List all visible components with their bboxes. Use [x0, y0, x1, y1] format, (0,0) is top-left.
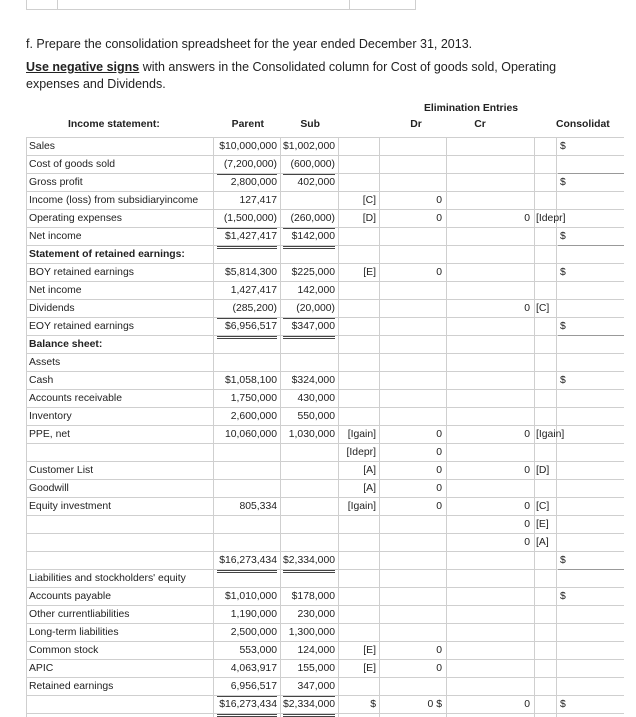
row-label: Sales — [29, 141, 55, 152]
parent-value: (7,200,000) — [217, 156, 277, 175]
consolidated-amount-input[interactable] — [560, 480, 620, 498]
cr-amount-input[interactable] — [450, 570, 530, 588]
cr-amount-input[interactable] — [450, 588, 530, 606]
cr-entry-tag: [Idepr] — [536, 213, 566, 224]
dr-amount-input[interactable]: 0 — [436, 501, 442, 512]
consolidated-amount-input[interactable] — [560, 678, 620, 696]
parent-value: $16,273,434 — [217, 552, 277, 573]
consolidated-amount-input[interactable] — [560, 390, 620, 408]
consolidated-total-line — [558, 569, 624, 570]
cr-amount-input[interactable] — [450, 372, 530, 390]
consolidated-amount-input[interactable] — [560, 408, 620, 426]
consolidated-amount-input[interactable]: $ — [560, 555, 566, 566]
sub-value: $1,002,000 — [283, 141, 336, 152]
consolidated-amount-input[interactable]: $ — [560, 375, 566, 386]
sub-value — [283, 462, 335, 480]
cr-entry-tag: [D] — [536, 465, 550, 476]
cr-entry-tag: [E] — [536, 519, 549, 530]
dr-entry-tag — [341, 318, 376, 336]
sub-value — [283, 192, 335, 210]
row-label: Equity investment — [29, 501, 112, 512]
cr-amount-input[interactable] — [450, 678, 530, 696]
consolidated-amount-input[interactable]: $ — [560, 699, 566, 710]
cr-amount-input[interactable] — [450, 480, 530, 498]
sub-value: 155,000 — [297, 663, 335, 674]
sub-value: $178,000 — [291, 591, 335, 602]
dr-amount-input[interactable] — [382, 228, 442, 246]
dr-entry-tag — [341, 174, 376, 192]
row-label: Income (loss) from subsidiaryincome — [29, 195, 199, 206]
dr-entry-tag — [341, 156, 376, 174]
sub-value: 347,000 — [283, 678, 335, 697]
parent-value: 2,600,000 — [230, 411, 277, 422]
consolidation-spreadsheet — [26, 98, 624, 710]
dr-entry-tag — [341, 390, 376, 408]
parent-column-header: Parent — [231, 119, 264, 130]
parent-value: 127,417 — [239, 195, 277, 206]
dr-amount-input[interactable] — [382, 552, 442, 570]
row-label — [29, 696, 213, 714]
consolidated-amount-input[interactable] — [560, 336, 620, 354]
consolidated-amount-input[interactable] — [560, 642, 620, 660]
cr-amount-input[interactable] — [450, 246, 530, 264]
instruction-line-2 — [26, 59, 556, 76]
consolidated-amount-input[interactable]: $ — [560, 231, 566, 242]
dr-amount-input[interactable] — [382, 318, 442, 336]
parent-value: 553,000 — [239, 645, 277, 656]
sub-value: (20,000) — [283, 300, 335, 319]
dr-entry-tag — [341, 372, 376, 390]
cr-amount-input[interactable] — [450, 282, 530, 300]
dr-entry-tag: [Idepr] — [346, 447, 376, 458]
dr-entry-tag: [A] — [363, 465, 376, 476]
parent-value: $1,427,417 — [217, 228, 277, 249]
parent-value: $6,956,517 — [217, 318, 277, 339]
sub-value — [283, 570, 335, 588]
parent-value — [217, 336, 277, 354]
parent-value: 2,500,000 — [230, 627, 277, 638]
consolidated-amount-input[interactable] — [560, 156, 620, 174]
sub-value — [283, 444, 335, 462]
cr-amount-input[interactable] — [450, 138, 530, 156]
top-partial-table — [26, 0, 416, 10]
dr-amount-input[interactable] — [382, 174, 442, 192]
dr-amount-input[interactable] — [382, 336, 442, 354]
sub-value: (260,000) — [283, 210, 335, 229]
parent-value: 2,800,000 — [230, 177, 277, 188]
parent-value: 10,060,000 — [224, 429, 277, 440]
instruction-line-1: f. Prepare the consolidation spreadsheet for the year ended December 31, 2013. — [26, 37, 473, 51]
dr-amount-input[interactable]: 0 — [436, 663, 442, 674]
dr-amount-input[interactable] — [382, 624, 442, 642]
cr-amount-input[interactable] — [450, 390, 530, 408]
row-label: Long-term liabilities — [29, 627, 119, 638]
consolidated-total-line — [558, 335, 624, 336]
dr-amount-input[interactable]: 0 — [436, 465, 442, 476]
grid-column-line — [379, 137, 380, 717]
dr-amount-input[interactable] — [382, 534, 442, 552]
cr-amount-input[interactable]: 0 — [524, 519, 530, 530]
parent-value — [217, 534, 277, 552]
dr-amount-input[interactable] — [382, 516, 442, 534]
consolidated-amount-input[interactable] — [560, 354, 620, 372]
dr-amount-input[interactable]: 0 — [436, 267, 442, 278]
parent-value: 805,334 — [239, 501, 277, 512]
parent-value: 4,063,917 — [230, 663, 277, 674]
parent-value — [217, 246, 277, 264]
dr-entry-tag: [D] — [362, 213, 376, 224]
cr-column-header: Cr — [474, 119, 486, 130]
sub-value: 124,000 — [297, 645, 335, 656]
row-label: Other currentliabilities — [29, 609, 130, 620]
dr-amount-input[interactable]: 0 — [436, 645, 442, 656]
row-label: Customer List — [29, 465, 94, 476]
row-label: Common stock — [29, 645, 99, 656]
grid-column-line — [446, 137, 447, 717]
sub-column-header: Sub — [300, 119, 320, 130]
parent-value — [217, 462, 277, 480]
dr-amount-input[interactable] — [382, 156, 442, 174]
cr-amount-input[interactable]: 0 — [524, 465, 530, 476]
dr-entry-tag: [E] — [363, 267, 376, 278]
cr-amount-input[interactable]: 0 — [524, 303, 530, 314]
sub-value: $347,000 — [283, 318, 335, 339]
consolidated-amount-input[interactable] — [560, 426, 620, 444]
consolidated-amount-input[interactable] — [560, 462, 620, 480]
dr-amount-input[interactable] — [382, 390, 442, 408]
dr-amount-input[interactable] — [382, 282, 442, 300]
row-label: APIC — [29, 663, 54, 674]
sub-value: (600,000) — [283, 156, 335, 175]
dr-entry-tag: $ — [370, 699, 376, 710]
parent-value: (285,200) — [217, 300, 277, 319]
row-label: Accounts payable — [29, 591, 112, 602]
row-label: Gross profit — [29, 177, 83, 188]
dr-amount-input[interactable]: 0 — [436, 429, 442, 440]
dr-amount-input[interactable] — [382, 588, 442, 606]
sub-value — [283, 246, 335, 264]
row-label: Operating expenses — [29, 213, 122, 224]
cr-entry-tag: [C] — [536, 501, 550, 512]
consolidated-amount-input[interactable] — [560, 606, 620, 624]
consolidated-amount-input[interactable]: $ — [560, 141, 566, 152]
cr-amount-input[interactable] — [450, 642, 530, 660]
dr-entry-tag — [341, 678, 376, 696]
cr-amount-input[interactable] — [450, 318, 530, 336]
parent-value — [217, 480, 277, 498]
dr-entry-tag — [341, 408, 376, 426]
dr-entry-tag — [341, 534, 376, 552]
grid-column-line — [338, 137, 339, 717]
instruction-line-2-rest: with answers in the Consolidated column for Cost of goods sold, Operating — [139, 60, 557, 74]
row-label: Cost of goods sold — [29, 159, 116, 170]
sub-value — [283, 354, 335, 372]
row-label — [29, 534, 213, 552]
dr-amount-input[interactable] — [382, 678, 442, 696]
sub-value — [283, 480, 335, 498]
dr-entry-tag: [A] — [363, 483, 376, 494]
consolidated-amount-input[interactable]: $ — [560, 267, 566, 278]
row-label: Assets — [29, 357, 61, 368]
dr-entry-tag — [341, 354, 376, 372]
dr-amount-input[interactable]: 0 — [436, 213, 442, 224]
dr-entry-tag — [341, 336, 376, 354]
row-label: BOY retained earnings — [29, 267, 134, 278]
top-table-divider — [57, 0, 58, 9]
cr-amount-input[interactable] — [450, 624, 530, 642]
parent-value — [217, 516, 277, 534]
dr-entry-tag — [341, 624, 376, 642]
dr-entry-tag: [C] — [362, 195, 376, 206]
row-label: Retained earnings — [29, 681, 114, 692]
row-label: Balance sheet: — [29, 339, 103, 350]
row-label — [29, 552, 213, 570]
sub-value: $324,000 — [291, 375, 335, 386]
grid-column-line — [280, 137, 281, 717]
sub-value: 430,000 — [297, 393, 335, 404]
row-label — [29, 516, 213, 534]
parent-value: 1,750,000 — [230, 393, 277, 404]
dr-entry-tag — [341, 570, 376, 588]
row-label: Accounts receivable — [29, 393, 122, 404]
grid-column-line — [213, 137, 214, 717]
dr-entry-tag: [E] — [363, 645, 376, 656]
parent-value — [217, 444, 277, 462]
cr-amount-input[interactable]: 0 — [524, 537, 530, 548]
row-label — [29, 444, 213, 462]
parent-value: $10,000,000 — [219, 141, 277, 152]
row-label: Liabilities and stockholders' equity — [29, 573, 186, 584]
consolidated-amount-input[interactable] — [560, 660, 620, 678]
cr-entry-tag: [A] — [536, 537, 549, 548]
dr-entry-tag: [Igain] — [347, 429, 376, 440]
cr-amount-input[interactable] — [450, 408, 530, 426]
consolidated-amount-input[interactable]: $ — [560, 321, 566, 332]
dr-entry-tag — [341, 228, 376, 246]
dr-entry-tag — [341, 282, 376, 300]
top-table-divider — [349, 0, 350, 9]
dr-amount-input[interactable]: 0 — [436, 447, 442, 458]
instruction-line-3: expenses and Dividends. — [26, 77, 166, 91]
sub-value: $225,000 — [291, 267, 335, 278]
consolidated-amount-input[interactable] — [560, 210, 620, 228]
parent-value: $1,058,100 — [224, 375, 277, 386]
sub-value — [283, 498, 335, 516]
sub-value: 402,000 — [297, 177, 335, 188]
consolidated-amount-input[interactable] — [560, 444, 620, 462]
sub-value: $2,334,000 — [283, 696, 335, 717]
consolidated-amount-input[interactable] — [560, 300, 620, 318]
cr-amount-input[interactable]: 0 — [524, 429, 530, 440]
cr-amount-input[interactable] — [450, 660, 530, 678]
row-label: Inventory — [29, 411, 72, 422]
sub-value: 550,000 — [297, 411, 335, 422]
parent-value: (1,500,000) — [217, 210, 277, 229]
consolidated-total-line — [558, 245, 624, 246]
sub-value: 142,000 — [297, 285, 335, 296]
dr-column-header: Dr — [410, 119, 422, 130]
dr-amount-input[interactable] — [382, 300, 442, 318]
dr-entry-tag — [341, 138, 376, 156]
sub-value — [283, 516, 335, 534]
consolidated-total-line — [558, 173, 624, 174]
consolidated-amount-input[interactable]: $ — [560, 591, 566, 602]
consolidated-amount-input[interactable] — [560, 498, 620, 516]
consolidated-amount-input[interactable]: $ — [560, 177, 566, 188]
dr-amount-input[interactable]: 0 — [436, 195, 442, 206]
consolidated-amount-input[interactable] — [560, 516, 620, 534]
parent-value: 1,190,000 — [230, 609, 277, 620]
cr-entry-tag: [C] — [536, 303, 550, 314]
parent-value: $1,010,000 — [224, 591, 277, 602]
parent-value: 6,956,517 — [217, 678, 277, 697]
consolidated-amount-input[interactable] — [560, 534, 620, 552]
cr-amount-input[interactable] — [450, 552, 530, 570]
consolidated-amount-input[interactable] — [560, 282, 620, 300]
row-label: Statement of retained earnings: — [29, 249, 185, 260]
dr-entry-tag — [341, 516, 376, 534]
parent-value — [217, 570, 277, 588]
dr-amount-input[interactable] — [382, 606, 442, 624]
consolidated-amount-input[interactable] — [560, 570, 620, 588]
row-label: Cash — [29, 375, 54, 386]
row-label: PPE, net — [29, 429, 71, 440]
dr-amount-input[interactable] — [382, 408, 442, 426]
sub-value: 230,000 — [297, 609, 335, 620]
consolidated-amount-input[interactable] — [560, 624, 620, 642]
dr-amount-input[interactable] — [382, 138, 442, 156]
cr-amount-input[interactable] — [450, 336, 530, 354]
parent-value: $5,814,300 — [224, 267, 277, 278]
elimination-entries-header: Elimination Entries — [423, 103, 519, 114]
cr-amount-input[interactable] — [450, 264, 530, 282]
cr-amount-input[interactable]: 0 — [524, 699, 530, 710]
parent-value: $16,273,434 — [217, 696, 277, 717]
dr-amount-input[interactable] — [382, 246, 442, 264]
dr-entry-tag: [E] — [363, 663, 376, 674]
cr-amount-input[interactable]: 0 — [524, 501, 530, 512]
dr-entry-tag — [341, 606, 376, 624]
row-label: Net income — [29, 285, 82, 296]
cr-amount-input[interactable] — [450, 606, 530, 624]
sub-value — [283, 336, 335, 354]
row-label: EOY retained earnings — [29, 321, 134, 332]
row-label: Goodwill — [29, 483, 69, 494]
dr-entry-tag — [341, 246, 376, 264]
row-label: Dividends — [29, 303, 75, 314]
cr-amount-input[interactable] — [450, 156, 530, 174]
cr-amount-input[interactable] — [450, 354, 530, 372]
consolidated-amount-input[interactable] — [560, 192, 620, 210]
dr-entry-tag — [341, 552, 376, 570]
dr-entry-tag: [Igain] — [347, 501, 376, 512]
sub-value: $2,334,000 — [283, 552, 335, 573]
parent-value — [217, 354, 277, 372]
consolidated-amount-input[interactable] — [560, 246, 620, 264]
cr-amount-input[interactable] — [450, 228, 530, 246]
dr-amount-input[interactable] — [382, 354, 442, 372]
dr-amount-input[interactable]: 0 $ — [427, 699, 442, 710]
dr-amount-input[interactable] — [382, 570, 442, 588]
cr-amount-input[interactable] — [450, 192, 530, 210]
dr-entry-tag — [341, 300, 376, 318]
sub-value: 1,030,000 — [288, 429, 335, 440]
cr-amount-input[interactable] — [450, 444, 530, 462]
grid-column-line — [26, 137, 27, 717]
cr-amount-input[interactable]: 0 — [524, 213, 530, 224]
dr-amount-input[interactable] — [382, 372, 442, 390]
sub-value: $142,000 — [283, 228, 335, 249]
sub-value — [283, 534, 335, 552]
cr-amount-input[interactable] — [450, 174, 530, 192]
grid-column-line — [534, 137, 535, 717]
dr-amount-input[interactable]: 0 — [436, 483, 442, 494]
instruction-emphasis: Use negative signs — [26, 60, 140, 74]
cr-entry-tag: [Igain] — [536, 429, 565, 440]
row-label: Net income — [29, 231, 82, 242]
income-statement-header: Income statement: — [68, 119, 160, 130]
consolidated-column-header: Consolidat — [556, 119, 610, 130]
parent-value: 1,427,417 — [230, 285, 277, 296]
dr-entry-tag — [341, 588, 376, 606]
sub-value: 1,300,000 — [288, 627, 335, 638]
